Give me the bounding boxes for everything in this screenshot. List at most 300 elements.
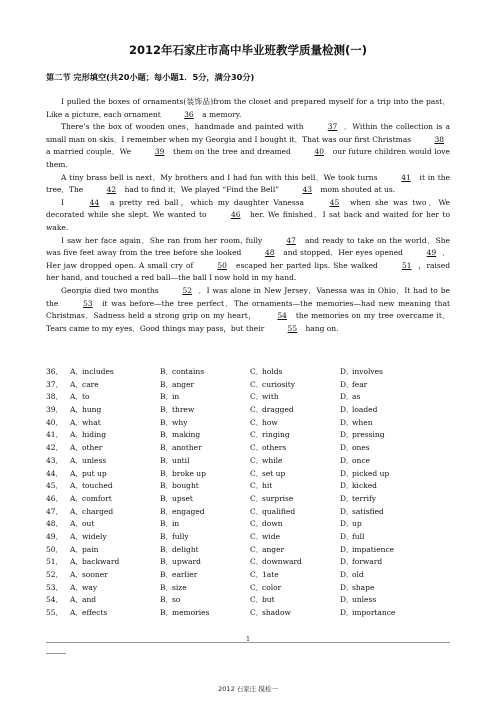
option-letter: C． bbox=[250, 557, 264, 567]
option-a bbox=[70, 442, 160, 455]
option-d bbox=[340, 582, 430, 595]
option-letter: C． bbox=[250, 367, 264, 376]
passage-text: A tiny brass bell is next．My brothers and I had fun with this bell．We took turns bbox=[61, 172, 381, 182]
option-d bbox=[340, 442, 430, 455]
option-letter: A． bbox=[70, 417, 83, 427]
option-row bbox=[46, 531, 450, 544]
passage-text: hang on. bbox=[303, 323, 339, 333]
option-c bbox=[250, 404, 340, 417]
passage-paragraph bbox=[46, 235, 450, 285]
option-b bbox=[160, 366, 250, 379]
blank-number: 49 bbox=[426, 248, 437, 258]
page-number: 1 bbox=[246, 636, 250, 643]
option-letter: C． bbox=[250, 392, 264, 402]
option-row bbox=[46, 379, 450, 392]
option-text: impatience bbox=[352, 544, 395, 554]
option-letter: D． bbox=[340, 392, 354, 402]
option-letter: B． bbox=[160, 430, 174, 440]
option-text: until bbox=[172, 455, 190, 465]
option-d bbox=[340, 594, 430, 607]
option-letter: B． bbox=[160, 493, 174, 503]
option-d bbox=[340, 429, 430, 442]
option-text: but bbox=[262, 595, 275, 605]
option-c bbox=[250, 582, 340, 595]
option-a bbox=[70, 531, 160, 544]
option-letter: B． bbox=[160, 544, 174, 554]
option-letter: A． bbox=[70, 481, 83, 491]
option-text: involves bbox=[352, 367, 383, 376]
option-c bbox=[250, 518, 340, 531]
option-b bbox=[160, 391, 250, 404]
option-text: upward bbox=[172, 557, 201, 567]
option-d bbox=[340, 404, 430, 417]
option-text: while bbox=[262, 455, 283, 465]
option-row bbox=[46, 404, 450, 417]
blank-number: 43 bbox=[302, 185, 312, 195]
passage-text: a married couple．We bbox=[46, 147, 134, 157]
option-a bbox=[70, 480, 160, 493]
option-text: bought bbox=[172, 481, 199, 491]
page-footer: 2012 石家庄 摸检一 bbox=[218, 685, 278, 693]
option-text: loaded bbox=[352, 405, 378, 415]
option-letter: A． bbox=[70, 506, 83, 516]
option-c bbox=[250, 429, 340, 442]
blank-number: 38 bbox=[434, 134, 444, 144]
option-text: shape bbox=[352, 582, 375, 592]
option-letter: C． bbox=[250, 570, 264, 579]
option-a bbox=[70, 569, 160, 582]
option-row bbox=[46, 594, 450, 607]
option-text: earlier bbox=[172, 570, 198, 579]
option-b bbox=[160, 582, 250, 595]
passage-text: had to find it．We played “Find the Bell” bbox=[122, 185, 282, 195]
option-text: pain bbox=[82, 544, 99, 554]
option-letter: A． bbox=[70, 557, 83, 567]
option-text: threw bbox=[172, 405, 195, 415]
option-text: care bbox=[82, 379, 99, 389]
option-d bbox=[340, 531, 430, 544]
option-letter: D． bbox=[340, 405, 354, 415]
passage-text: mom shouted at us. bbox=[318, 185, 396, 195]
options-list bbox=[46, 366, 450, 620]
option-letter: B． bbox=[160, 455, 174, 465]
option-d bbox=[340, 569, 430, 582]
option-letter: A． bbox=[70, 595, 83, 605]
question-number: 39． bbox=[46, 405, 64, 415]
option-letter: C． bbox=[250, 405, 264, 415]
option-text: ones bbox=[352, 443, 370, 453]
option-letter: D． bbox=[340, 531, 354, 541]
question-number: 51． bbox=[46, 557, 64, 567]
option-d bbox=[340, 468, 430, 481]
option-b bbox=[160, 480, 250, 493]
option-text: once bbox=[352, 455, 370, 465]
blank-number: 48 bbox=[265, 248, 275, 258]
option-letter: D． bbox=[340, 595, 354, 605]
option-c bbox=[250, 468, 340, 481]
question-number: 46． bbox=[46, 493, 64, 503]
passage-text: Georgia died two months bbox=[61, 285, 162, 295]
option-text: up bbox=[352, 519, 362, 529]
passage-text: ．Within the collection is a small man on skis．I remember when my Georgia and I bought it．That was our first Christmas bbox=[46, 122, 450, 144]
option-c bbox=[250, 455, 340, 468]
passage-text: our future children would love them. bbox=[46, 147, 450, 169]
option-letter: D． bbox=[340, 455, 354, 465]
option-text: other bbox=[82, 443, 103, 453]
option-text: pressing bbox=[352, 430, 385, 440]
option-c bbox=[250, 544, 340, 557]
option-row bbox=[46, 569, 450, 582]
option-letter: C． bbox=[250, 544, 264, 554]
option-a bbox=[70, 582, 160, 595]
option-d bbox=[340, 455, 430, 468]
blank-number: 45 bbox=[329, 197, 340, 207]
option-row bbox=[46, 582, 450, 595]
option-d bbox=[340, 480, 430, 493]
option-a bbox=[70, 518, 160, 531]
option-text: shadow bbox=[262, 608, 291, 618]
option-text: qualified bbox=[262, 506, 296, 516]
option-text: down bbox=[262, 519, 283, 529]
question-number: 45． bbox=[46, 481, 64, 491]
option-text: others bbox=[262, 443, 287, 453]
option-text: unless bbox=[82, 455, 107, 465]
option-letter: D． bbox=[340, 481, 354, 491]
passage-paragraph bbox=[46, 96, 450, 121]
option-letter: C． bbox=[250, 506, 264, 516]
option-letter: B． bbox=[160, 506, 174, 516]
option-letter: D． bbox=[340, 493, 354, 503]
blank-number: 39 bbox=[154, 147, 165, 157]
option-letter: C． bbox=[250, 519, 264, 529]
option-d bbox=[340, 607, 430, 620]
passage-text: a pretty red ball，which my daughter Vanessa bbox=[105, 197, 309, 207]
option-letter: A． bbox=[70, 392, 83, 402]
option-text: way bbox=[82, 582, 98, 592]
option-text: making bbox=[172, 430, 201, 440]
option-letter: D． bbox=[340, 582, 354, 592]
option-text: upset bbox=[172, 493, 193, 503]
option-letter: C． bbox=[250, 379, 264, 389]
option-letter: D． bbox=[340, 430, 354, 440]
blank-number: 54 bbox=[277, 311, 287, 321]
option-row bbox=[46, 468, 450, 481]
option-a bbox=[70, 391, 160, 404]
option-a bbox=[70, 594, 160, 607]
option-text: hit bbox=[262, 481, 273, 491]
option-letter: C． bbox=[250, 481, 264, 491]
option-a bbox=[70, 468, 160, 481]
option-letter: C． bbox=[250, 417, 264, 427]
option-text: size bbox=[172, 582, 187, 592]
section-heading: 第二节 完形填空(共20小题；每小题1．5分，满分30分) bbox=[46, 72, 255, 82]
option-b bbox=[160, 417, 250, 430]
question-number: 42． bbox=[46, 443, 64, 453]
option-text: satisfied bbox=[352, 506, 384, 516]
option-letter: D． bbox=[340, 570, 354, 579]
passage-text: her. We finished．I sat back and waited for her to wake. bbox=[46, 210, 450, 232]
option-letter: D． bbox=[340, 367, 354, 376]
option-row bbox=[46, 391, 450, 404]
option-text: color bbox=[262, 582, 282, 592]
option-letter: C． bbox=[250, 608, 264, 618]
option-text: comfort bbox=[82, 493, 112, 503]
option-text: 1ate bbox=[262, 570, 279, 579]
option-text: broke up bbox=[172, 468, 206, 478]
option-letter: B． bbox=[160, 481, 174, 491]
option-letter: A． bbox=[70, 367, 83, 376]
option-c bbox=[250, 556, 340, 569]
option-letter: D． bbox=[340, 417, 354, 427]
option-c bbox=[250, 569, 340, 582]
option-text: charged bbox=[82, 506, 114, 516]
passage-text: and stopped．Her eyes opened bbox=[280, 248, 406, 258]
option-a bbox=[70, 455, 160, 468]
option-text: touched bbox=[82, 481, 113, 491]
option-row bbox=[46, 455, 450, 468]
option-letter: C． bbox=[250, 595, 264, 605]
passage-text: There’s the box of wooden ones，handmade and painted with bbox=[61, 122, 307, 132]
option-text: and bbox=[82, 595, 97, 605]
option-text: picked up bbox=[352, 468, 390, 478]
blank-number: 51 bbox=[401, 260, 412, 270]
option-text: forward bbox=[352, 557, 383, 567]
blank-number: 37 bbox=[327, 122, 338, 132]
blank-number: 44 bbox=[89, 197, 100, 207]
blank-number: 41 bbox=[401, 172, 411, 182]
question-number: 50． bbox=[46, 544, 64, 554]
option-letter: B． bbox=[160, 519, 174, 529]
option-text: terrify bbox=[352, 493, 377, 503]
option-letter: B． bbox=[160, 417, 174, 427]
option-b bbox=[160, 518, 250, 531]
option-text: surprise bbox=[262, 493, 294, 503]
passage-text: escaped her parted lips. She walked bbox=[232, 260, 381, 270]
question-number: 55． bbox=[46, 608, 64, 618]
option-row bbox=[46, 429, 450, 442]
option-text: with bbox=[262, 392, 279, 402]
question-number: 41． bbox=[46, 430, 64, 440]
option-letter: B． bbox=[160, 531, 174, 541]
passage-paragraph bbox=[46, 197, 450, 235]
option-c bbox=[250, 531, 340, 544]
option-b bbox=[160, 506, 250, 519]
option-letter: C． bbox=[250, 493, 264, 503]
cloze-passage bbox=[46, 96, 450, 335]
option-text: includes bbox=[82, 367, 114, 376]
option-letter: A． bbox=[70, 405, 83, 415]
passage-text: I bbox=[61, 197, 69, 207]
option-text: backward bbox=[82, 557, 120, 567]
option-text: kicked bbox=[352, 481, 377, 491]
option-text: engaged bbox=[172, 506, 205, 516]
question-number: 38． bbox=[46, 392, 64, 402]
option-d bbox=[340, 544, 430, 557]
option-c bbox=[250, 417, 340, 430]
option-text: hung bbox=[82, 405, 102, 415]
option-b bbox=[160, 442, 250, 455]
passage-text: I pulled the boxes of ornaments(装饰品)from the closet and prepared myself for a trip into the past．Like a picture, each ornament bbox=[46, 97, 450, 119]
passage-text: and ready to take on the world．She was five feet away from the tree before she looked bbox=[46, 235, 450, 258]
option-text: when bbox=[352, 417, 373, 427]
option-row bbox=[46, 518, 450, 531]
option-text: ringing bbox=[262, 430, 290, 440]
option-text: sooner bbox=[82, 570, 108, 579]
option-text: put up bbox=[82, 468, 107, 478]
option-text: fully bbox=[172, 531, 189, 541]
option-letter: D． bbox=[340, 519, 354, 529]
passage-text: a memory. bbox=[199, 109, 242, 119]
option-text: widely bbox=[82, 531, 107, 541]
option-letter: D． bbox=[340, 443, 354, 453]
option-text: out bbox=[82, 519, 95, 529]
option-row bbox=[46, 556, 450, 569]
option-a bbox=[70, 417, 160, 430]
blank-number: 50 bbox=[217, 260, 227, 270]
option-letter: A． bbox=[70, 493, 83, 503]
option-a bbox=[70, 404, 160, 417]
option-letter: A． bbox=[70, 582, 83, 592]
option-letter: B． bbox=[160, 557, 174, 567]
option-letter: A． bbox=[70, 531, 83, 541]
question-number: 48． bbox=[46, 519, 64, 529]
option-d bbox=[340, 417, 430, 430]
passage-text: it was before—the tree perfect．The ornaments—the memories—had new meaning that Christmas．Sadness held a strong grip on my heart， bbox=[46, 298, 450, 321]
option-text: in bbox=[172, 519, 180, 529]
option-letter: D． bbox=[340, 468, 354, 478]
option-text: to bbox=[82, 392, 90, 402]
option-d bbox=[340, 556, 430, 569]
option-letter: A． bbox=[70, 455, 83, 465]
option-b bbox=[160, 429, 250, 442]
option-text: curiosity bbox=[262, 379, 296, 389]
blank-number: 42 bbox=[106, 185, 117, 195]
question-number: 53． bbox=[46, 582, 64, 592]
option-text: memories bbox=[172, 608, 210, 618]
option-letter: A． bbox=[70, 379, 83, 389]
option-letter: A． bbox=[70, 468, 83, 478]
option-a bbox=[70, 493, 160, 506]
option-b bbox=[160, 607, 250, 620]
option-c bbox=[250, 379, 340, 392]
option-letter: A． bbox=[70, 608, 83, 618]
blank-number: 47 bbox=[286, 235, 296, 245]
blank-number: 55 bbox=[287, 323, 298, 333]
question-number: 43． bbox=[46, 455, 64, 465]
option-text: fear bbox=[352, 379, 368, 389]
option-b bbox=[160, 468, 250, 481]
blank-number: 46 bbox=[230, 210, 241, 220]
option-letter: B． bbox=[160, 405, 174, 415]
passage-paragraph bbox=[46, 121, 450, 171]
option-text: set up bbox=[262, 468, 286, 478]
option-text: unless bbox=[352, 595, 377, 605]
option-letter: A． bbox=[70, 430, 83, 440]
question-number: 36． bbox=[46, 367, 64, 376]
option-text: how bbox=[262, 417, 278, 427]
option-b bbox=[160, 556, 250, 569]
option-letter: B． bbox=[160, 468, 174, 478]
question-number: 40． bbox=[46, 417, 64, 427]
option-row bbox=[46, 417, 450, 430]
option-b bbox=[160, 455, 250, 468]
option-letter: D． bbox=[340, 608, 354, 618]
option-letter: C． bbox=[250, 582, 264, 592]
option-letter: D． bbox=[340, 544, 354, 554]
option-letter: B． bbox=[160, 367, 174, 376]
option-text: wide bbox=[262, 531, 281, 541]
option-b bbox=[160, 493, 250, 506]
option-row bbox=[46, 493, 450, 506]
passage-text: it in the tree．The bbox=[46, 172, 451, 195]
option-letter: B． bbox=[160, 392, 174, 402]
passage-text: ．Her jaw dropped open. A small cry of bbox=[46, 248, 450, 270]
option-c bbox=[250, 594, 340, 607]
option-letter: C． bbox=[250, 455, 264, 465]
option-b bbox=[160, 569, 250, 582]
passage-text: the memories on my tree overcame it．Tears came to my eyes．Good things may pass，but their bbox=[46, 311, 450, 333]
option-row bbox=[46, 607, 450, 620]
question-number: 49． bbox=[46, 531, 64, 541]
question-number: 44． bbox=[46, 468, 64, 478]
option-text: anger bbox=[262, 544, 285, 554]
blank-number: 36 bbox=[184, 109, 194, 119]
option-text: hiding bbox=[82, 430, 107, 440]
option-text: holds bbox=[262, 367, 283, 376]
option-letter: B． bbox=[160, 379, 174, 389]
option-c bbox=[250, 493, 340, 506]
question-number: 52． bbox=[46, 570, 64, 579]
option-d bbox=[340, 493, 430, 506]
option-letter: D． bbox=[340, 506, 354, 516]
passage-text: I saw her face again．She ran from her room, fully bbox=[61, 235, 266, 245]
option-a bbox=[70, 544, 160, 557]
option-text: why bbox=[172, 417, 188, 427]
option-a bbox=[70, 379, 160, 392]
passage-text: ，raised her hand, and touched a red ball—the ball I now hold in my hand. bbox=[46, 260, 450, 283]
option-letter: C． bbox=[250, 531, 264, 541]
option-row bbox=[46, 366, 450, 379]
option-c bbox=[250, 366, 340, 379]
page-title: 2012年石家庄市高中毕业班教学质量检测(一) bbox=[128, 43, 368, 57]
option-letter: C． bbox=[250, 468, 264, 478]
footer-divider-short bbox=[46, 653, 66, 654]
option-text: full bbox=[352, 531, 365, 541]
option-text: delight bbox=[172, 544, 199, 554]
option-letter: D． bbox=[340, 379, 354, 389]
option-a bbox=[70, 366, 160, 379]
option-c bbox=[250, 391, 340, 404]
option-a bbox=[70, 607, 160, 620]
option-text: downward bbox=[262, 557, 302, 567]
option-c bbox=[250, 480, 340, 493]
option-letter: B． bbox=[160, 570, 174, 579]
option-letter: D． bbox=[340, 557, 354, 567]
blank-number: 53 bbox=[82, 298, 93, 308]
passage-paragraph bbox=[46, 172, 450, 197]
option-letter: B． bbox=[160, 582, 174, 592]
option-row bbox=[46, 442, 450, 455]
blank-number: 52 bbox=[182, 285, 193, 295]
option-letter: B． bbox=[160, 608, 174, 618]
option-text: contains bbox=[172, 367, 205, 376]
option-text: old bbox=[352, 570, 364, 579]
option-letter: B． bbox=[160, 595, 174, 605]
option-letter: C． bbox=[250, 430, 264, 440]
question-number: 47． bbox=[46, 506, 64, 516]
option-c bbox=[250, 506, 340, 519]
option-text: effects bbox=[82, 608, 108, 618]
